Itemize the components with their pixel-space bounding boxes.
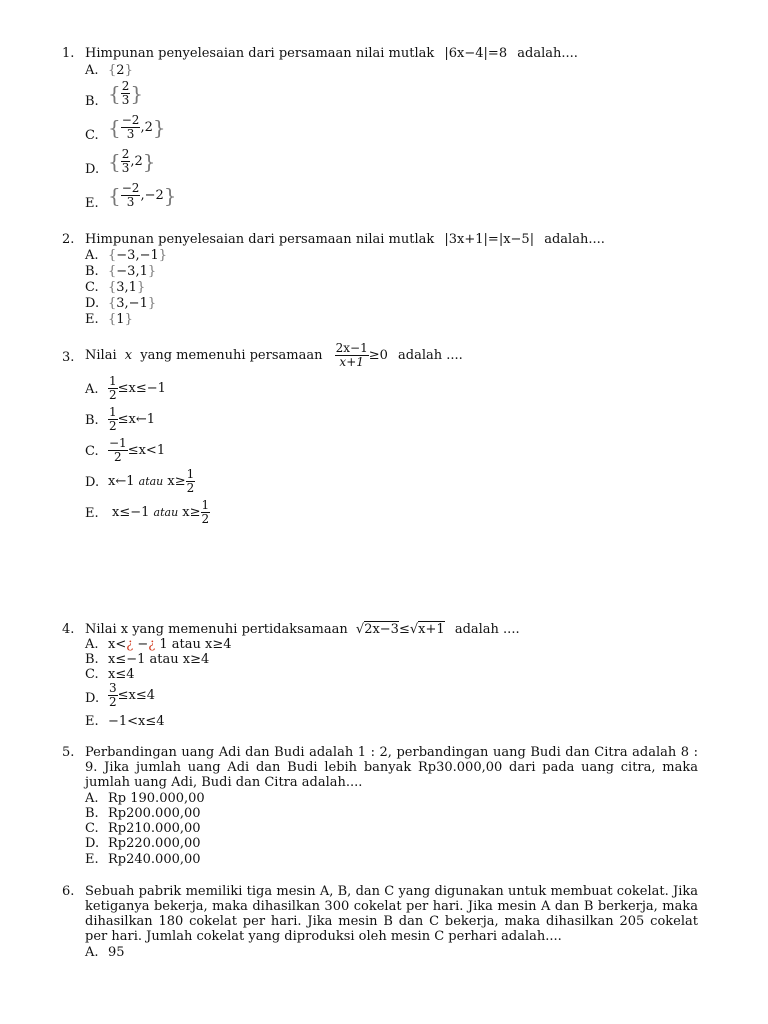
option-letter: C. bbox=[85, 667, 99, 682]
option-value: x<¿ −¿ 1 atau x≥4 bbox=[108, 637, 232, 652]
question-text: Himpunan penyelesaian dari persamaan nilai mutlak |6x−4|=8 adalah.... bbox=[85, 46, 578, 61]
option-letter: E. bbox=[85, 714, 99, 729]
question-number: 1. bbox=[62, 46, 75, 61]
sqrt-expression: √2x−3≤√x+1 bbox=[355, 622, 445, 637]
option-letter: B. bbox=[85, 652, 99, 667]
option-letter: D. bbox=[85, 475, 100, 490]
option-letter: A. bbox=[85, 382, 99, 397]
equation: |3x+1|=|x−5| bbox=[444, 232, 535, 247]
option-value: Rp220.000,00 bbox=[108, 836, 201, 851]
option-value: −1<x≤4 bbox=[108, 714, 165, 729]
question-text: Sebuah pabrik memiliki tiga mesin A, B, dan C yang digunakan untuk membuat cokelat. Jika ketiganya bekerja, maka dihasilkan 300 cokelat per hari. Jika mesin A dan B berkerja, maka dihasilkan 180 cokelat per hari. Jika mesin B dan C bekerja, maka dihasilkan 205 cokelat per hari. Jumlah cokelat yang diproduksi oleh mesin C perhari adalah.... bbox=[85, 884, 698, 944]
option-value: {3,1} bbox=[108, 280, 146, 295]
option-value: {−3,1} bbox=[108, 264, 157, 279]
option-letter: A. bbox=[85, 791, 99, 806]
option-value: { $\frac{2}{3}$ ,2} bbox=[108, 147, 156, 175]
option-value: 95 bbox=[108, 945, 125, 960]
question-text: Perbandingan uang Adi dan Budi adalah 1 : 2, perbandingan uang Budi dan Citra adalah 8 : 9. Jika jumlah uang Adi dan Budi lebih banyak Rp30.000,00 dari pada uang citra, maka jumlah uang Adi, Budi dan Citra adalah.... bbox=[85, 745, 698, 790]
option-value: Rp210.000,00 bbox=[108, 821, 201, 836]
option-value: { $\frac{-2}{3}$ ,2} bbox=[108, 113, 166, 141]
option-value: {−3,−1} bbox=[108, 248, 168, 263]
option-value: x≤−1 atau x≥4 bbox=[108, 652, 210, 667]
option-value: $\frac{1}{2}$ ≤x←1 bbox=[109, 405, 156, 433]
option-letter: D. bbox=[85, 296, 100, 311]
option-value: $\frac{1}{2}$ ≤x≤−1 bbox=[109, 374, 166, 402]
option-letter: E. bbox=[85, 852, 99, 867]
option-value: {3,−1} bbox=[108, 296, 157, 311]
option-letter: B. bbox=[85, 94, 99, 109]
option-value: Rp240.000,00 bbox=[108, 852, 201, 867]
question-number: 6. bbox=[62, 884, 75, 899]
option-value: Rp 190.000,00 bbox=[108, 791, 205, 806]
option-letter: A. bbox=[85, 945, 99, 960]
option-letter: C. bbox=[85, 821, 99, 836]
option-letter: C. bbox=[85, 444, 99, 459]
option-letter: D. bbox=[85, 836, 100, 851]
question-number: 3. bbox=[62, 350, 75, 365]
question-text: Himpunan penyelesaian dari persamaan nilai mutlak |3x+1|=|x−5| adalah.... bbox=[85, 232, 605, 247]
option-letter: C. bbox=[85, 128, 99, 143]
fraction: $\frac{2x-1}{x+1}$ bbox=[335, 341, 368, 369]
option-value: { $\frac{2}{3}$ } bbox=[108, 79, 144, 107]
option-letter: E. bbox=[85, 506, 99, 521]
option-letter: A. bbox=[85, 63, 99, 78]
option-letter: B. bbox=[85, 806, 99, 821]
option-value: x←1 atau x≥ $\frac{1}{2}$ bbox=[108, 467, 195, 495]
option-letter: B. bbox=[85, 264, 99, 279]
option-letter: C. bbox=[85, 280, 99, 295]
question-text: Nilai x yang memenuhi pertidaksamaan √2x−3≤√x+1 adalah .... bbox=[85, 622, 520, 637]
option-value: { $\frac{-2}{3}$ ,−2} bbox=[108, 181, 177, 209]
question-text: Nilai x yang memenuhi persamaan $\frac{2x-1}{x+1}$ ≥0 adalah .... bbox=[85, 341, 463, 369]
equation: |6x−4|=8 bbox=[444, 46, 508, 61]
option-value: $\frac{3}{2}$ ≤x≤4 bbox=[109, 681, 156, 709]
question-number: 4. bbox=[62, 622, 75, 637]
question-number: 2. bbox=[62, 232, 75, 247]
option-letter: E. bbox=[85, 312, 99, 327]
option-value: x≤−1 atau x≥ $\frac{1}{2}$ bbox=[112, 498, 210, 526]
option-value: {1} bbox=[108, 312, 133, 327]
option-letter: A. bbox=[85, 248, 99, 263]
option-letter: E. bbox=[85, 196, 99, 211]
option-letter: A. bbox=[85, 637, 99, 652]
option-letter: D. bbox=[85, 162, 100, 177]
option-value: Rp200.000,00 bbox=[108, 806, 201, 821]
option-letter: B. bbox=[85, 413, 99, 428]
option-value: $\frac{-1}{2}$ ≤x<1 bbox=[109, 436, 166, 464]
question-number: 5. bbox=[62, 745, 75, 760]
option-value: x≤4 bbox=[108, 667, 135, 682]
option-value: {2} bbox=[108, 63, 133, 78]
option-letter: D. bbox=[85, 691, 100, 706]
